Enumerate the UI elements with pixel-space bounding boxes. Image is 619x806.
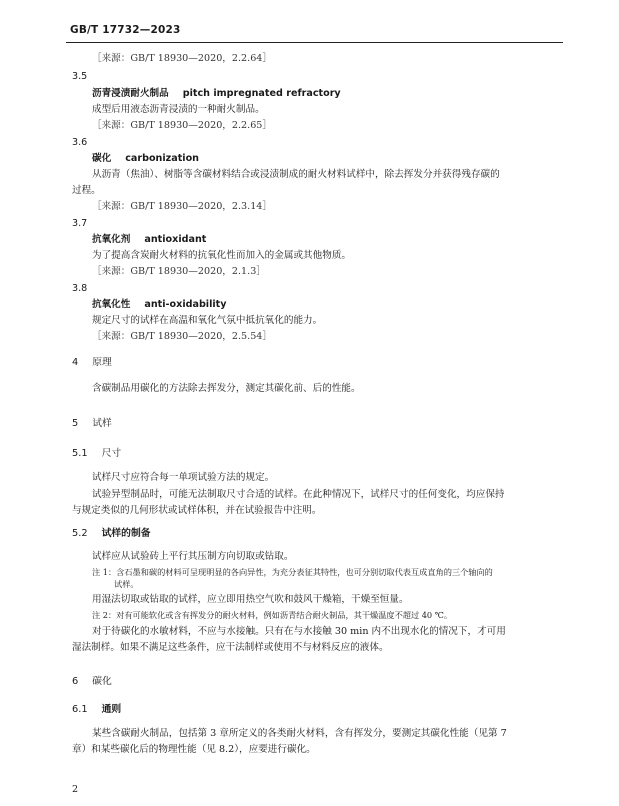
term-zh: 碳化 — [92, 153, 112, 164]
definition: 规定尺寸的试样在高温和氧化气氛中抵抗氧化的能力。 — [92, 315, 323, 326]
subsection-heading-5-2 — [72, 528, 151, 540]
term-3-8 — [92, 299, 227, 311]
paragraph: 含碳制品用碳化的方法除去挥发分，测定其碳化前、后的性能。 — [92, 383, 361, 394]
definition: 为了提高含炭耐火材料的抗氧化性而加入的金属或其他物质。 — [92, 250, 352, 261]
subsection-heading-5-1 — [72, 448, 121, 460]
paragraph: 对于待碳化的水敏材料，不应与水接触。只有在与水接触 30 min 内不出现水化的情况下，才可用 — [92, 626, 506, 637]
section-number: 6.1 — [72, 704, 88, 715]
header-rule — [66, 42, 563, 43]
term-3-7 — [92, 234, 206, 246]
term-en: pitch impregnated refractory — [182, 88, 341, 99]
section-title: 原理 — [92, 357, 112, 368]
section-number: 5.1 — [72, 448, 88, 459]
paragraph: 试验异型制品时，可能无法制取尺寸合适的试样。在此种情况下，试样尺寸的任何变化，均应保持 — [92, 489, 505, 500]
page-number: 2 — [72, 784, 79, 795]
section-heading-5 — [72, 418, 112, 430]
paragraph: 某些含碳耐火制品，包括第 3 章所定义的各类耐火材料，含有挥发分，要测定其碳化性能（见第 7 — [92, 728, 507, 739]
source-reference: ［来源：GB/T 18930—2020，2.1.3］ — [92, 266, 266, 277]
paragraph-continued: 湿法制样。如果不满足这些条件，应干法制样或使用不与材料反应的液体。 — [72, 642, 389, 653]
paragraph: 试样应从试验砖上平行其压制方向切取或钻取。 — [92, 551, 294, 562]
note-2: 注 2：对有可能软化或含有挥发分的耐火材料，例如沥青结合耐火制品，其干燥温度不超过 40 ℃。 — [92, 610, 453, 620]
definition: 成型后用液态沥青浸渍的一种耐火制品。 — [92, 104, 265, 115]
section-title: 试样的制备 — [101, 528, 151, 539]
note-1: 注 1：含石墨和碳的材料可呈现明显的各向异性，为充分表征其特性，也可分别切取代表互成直角的三个轴向的 — [92, 567, 493, 577]
standard-code-header: GB/T 17732—2023 — [70, 24, 181, 36]
note-1-continued: 试样。 — [114, 579, 139, 589]
section-title: 通则 — [101, 704, 122, 715]
section-title: 试样 — [92, 418, 112, 429]
definition-continued: 过程。 — [72, 185, 101, 196]
section-heading-6 — [72, 676, 112, 688]
section-title: 碳化 — [92, 676, 112, 687]
clause-number: 3.6 — [72, 137, 88, 148]
term-3-5 — [92, 88, 341, 100]
paragraph: 用湿法切取或钻取的试样，应立即用热空气吹和鼓风干燥箱，干燥至恒量。 — [92, 594, 409, 605]
section-number: 5.2 — [72, 528, 88, 539]
subsection-heading-6-1 — [72, 704, 121, 716]
paragraph-continued: 与规定类似的几何形状或试样体积，并在试验报告中注明。 — [72, 505, 322, 516]
term-zh: 抗氧化剂 — [92, 234, 131, 245]
section-number: 4 — [72, 357, 79, 368]
paragraph-continued: 章）和某些碳化后的物理性能（见 8.2），应要进行碳化。 — [72, 744, 316, 755]
section-number: 5 — [72, 418, 79, 429]
term-zh: 沥青浸渍耐火制品 — [92, 88, 169, 99]
clause-number: 3.8 — [72, 283, 88, 294]
source-reference: ［来源：GB/T 18930—2020，2.2.65］ — [92, 120, 272, 131]
term-en: carbonization — [125, 153, 200, 164]
source-reference: ［来源：GB/T 18930—2020，2.5.54］ — [92, 331, 272, 342]
source-reference: ［来源：GB/T 18930—2020，2.2.64］ — [92, 53, 272, 64]
section-title: 尺寸 — [101, 448, 122, 459]
section-heading-4 — [72, 357, 112, 369]
section-number: 6 — [72, 676, 79, 687]
term-en: anti-oxidability — [144, 299, 227, 310]
definition: 从沥青（焦油）、树脂等含碳材料结合或浸渍制成的耐火材料试样中，除去挥发分并获得残存碳的 — [92, 169, 500, 180]
paragraph: 试样尺寸应符合每一单项试验方法的规定。 — [92, 472, 275, 483]
source-reference: ［来源：GB/T 18930—2020，2.3.14］ — [92, 201, 272, 212]
clause-number: 3.5 — [72, 71, 88, 82]
term-zh: 抗氧化性 — [92, 299, 131, 310]
clause-number: 3.7 — [72, 218, 88, 229]
term-en: antioxidant — [144, 234, 207, 245]
term-3-6 — [92, 153, 199, 165]
